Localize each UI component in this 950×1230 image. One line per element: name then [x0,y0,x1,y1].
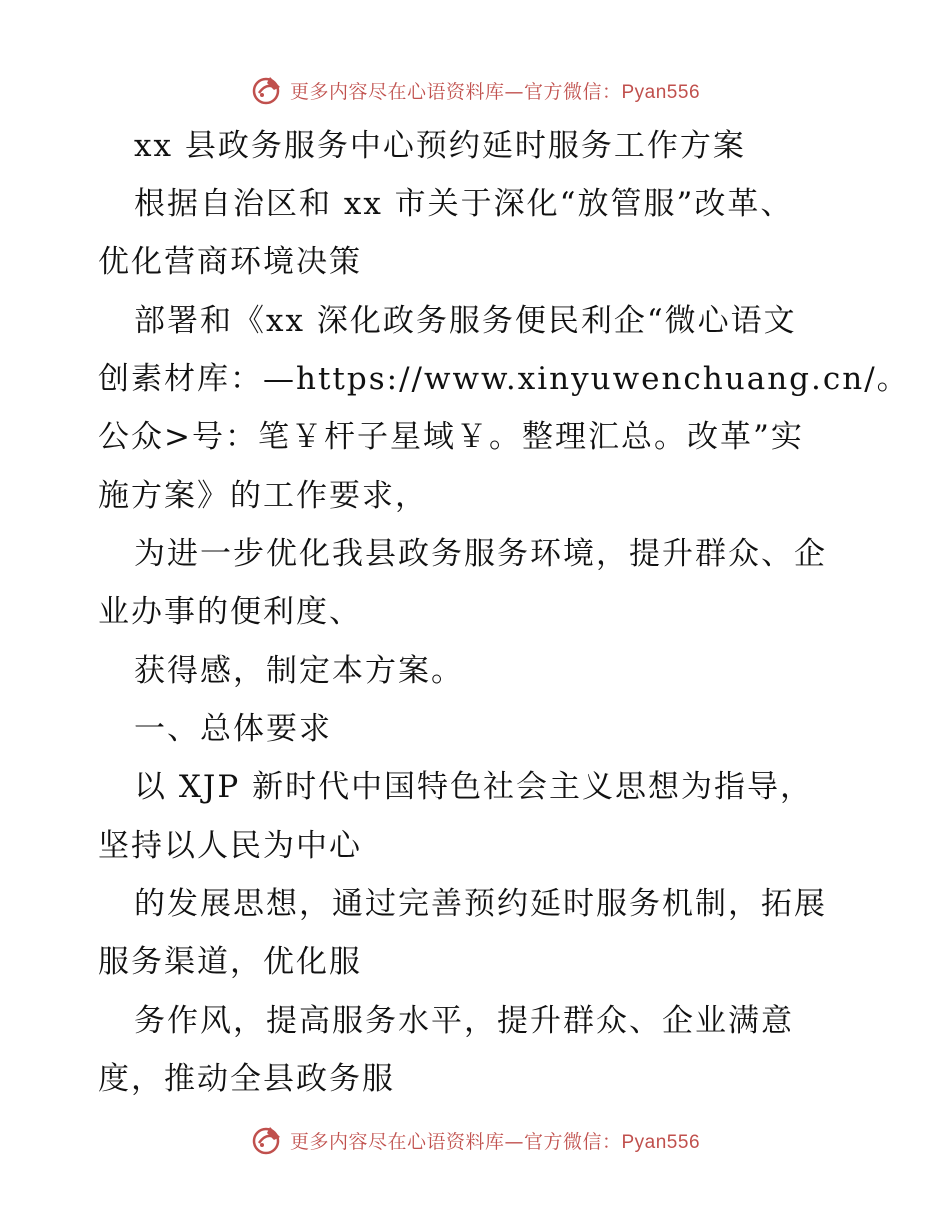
section-heading: 一、总体要求 [134,711,332,747]
paragraph-line: 获得感，制定本方案。 [134,653,464,689]
paragraph-line: 业办事的便利度、 [98,594,362,630]
paragraph-line: 优化营商环境决策 [98,244,362,280]
paragraph-line: 服务渠道，优化服 [98,944,362,980]
paragraph-line: 施方案》的工作要求， [98,478,428,514]
footer-watermark [0,1120,950,1160]
paragraph-line: 以 XJP 新时代中国特色社会主义思想为指导， [134,769,814,805]
pen-seal-logo-icon [250,73,284,107]
paragraph-line: 根据自治区和 xx 市关于深化“放管服”改革、 [134,186,794,222]
paragraph-line: 的发展思想，通过完善预约延时服务机制，拓展 [134,886,827,922]
paragraph-line: 为进一步优化我县政务服务环境，提升群众、企 [134,536,827,572]
watermark-text: 更多内容尽在心语资料库—官方微信：Pyan556 [289,1130,701,1153]
watermark-text: 更多内容尽在心语资料库—官方微信：Pyan556 [289,80,701,103]
paragraph-line: 创素材库：—https://www.xinyuwenchuang.cn/。 [98,361,910,397]
header-watermark [0,70,950,110]
paragraph-line: 坚持以人民为中心 [98,828,362,864]
paragraph-line: 度，推动全县政务服 [98,1061,395,1097]
paragraph-line: 部署和《xx 深化政务服务便民利企“微心语文 [134,303,797,339]
pen-seal-logo-icon [250,1123,284,1157]
document-title: xx 县政务服务中心预约延时服务工作方案 [134,128,746,164]
paragraph-line: 务作风，提高服务水平，提升群众、企业满意 [134,1003,794,1039]
paragraph-line: 公众>号：笔￥杆子星域￥。整理汇总。改革”实 [98,419,804,455]
